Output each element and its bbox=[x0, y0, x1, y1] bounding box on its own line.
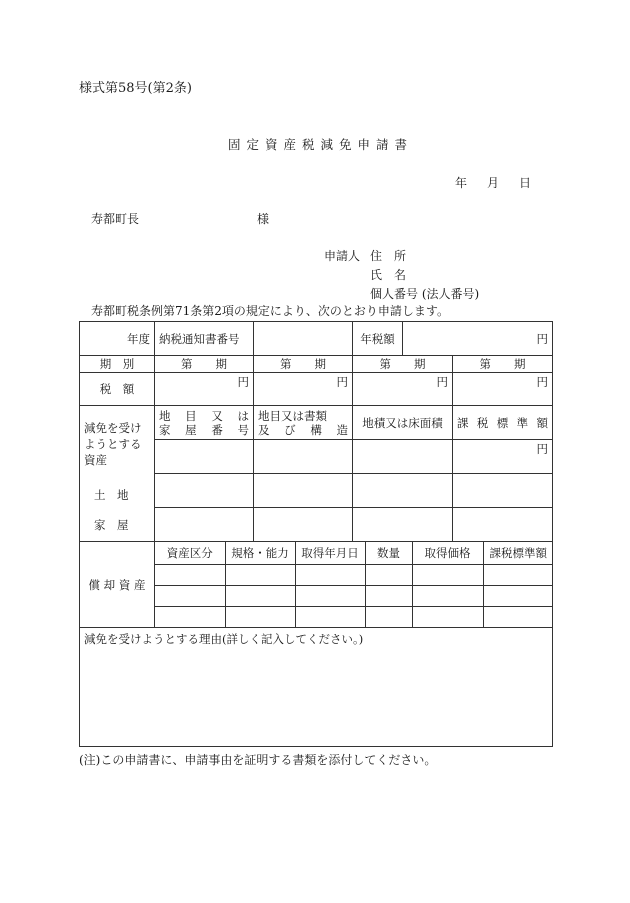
reason-field[interactable] bbox=[80, 628, 553, 747]
yen-unit: 円 bbox=[536, 375, 548, 389]
cell[interactable] bbox=[365, 585, 412, 606]
char: 番 bbox=[211, 422, 223, 437]
asset-tax-base-field[interactable] bbox=[453, 440, 553, 474]
depreciable-assets-row bbox=[80, 542, 553, 628]
char: 課 bbox=[457, 415, 469, 430]
period-row bbox=[80, 356, 553, 373]
asset-label-cell bbox=[80, 406, 155, 542]
reason-label: 減免を受けようとする理由(詳しく記入してください。) bbox=[84, 632, 364, 646]
char: 造 bbox=[336, 422, 348, 437]
tax-base-amount-header: 課税標準額 bbox=[483, 542, 553, 564]
form-number: 様式第58号(第2条) bbox=[79, 81, 192, 96]
tax-amount-field-1[interactable] bbox=[155, 373, 254, 406]
applicant-address-label: 住 所 bbox=[370, 249, 407, 263]
period-3: 第 期 bbox=[353, 356, 453, 373]
preamble: 寿都町税条例第71条第2項の規定により、次のとおり申請します。 bbox=[91, 304, 449, 318]
notice-number-field[interactable] bbox=[254, 322, 353, 356]
land-category-structure-header bbox=[254, 406, 353, 440]
tax-amount-row bbox=[80, 373, 553, 406]
land-label: 土 地 bbox=[94, 488, 129, 502]
yen-unit: 円 bbox=[336, 375, 348, 389]
yen-unit: 円 bbox=[436, 375, 448, 389]
addressee: 寿都町長 bbox=[91, 212, 140, 226]
depreciable-row bbox=[155, 564, 553, 585]
annual-tax-label: 年税額 bbox=[353, 322, 403, 356]
tax-base-header bbox=[453, 406, 553, 440]
asset-field[interactable] bbox=[353, 440, 453, 474]
depreciable-row bbox=[155, 606, 553, 627]
fiscal-year-cell[interactable] bbox=[80, 322, 155, 356]
cell[interactable] bbox=[225, 585, 295, 606]
asset-label: 減免を受けようとする資産 bbox=[84, 421, 142, 467]
period-1: 第 期 bbox=[155, 356, 254, 373]
asset-class-header: 資産区分 bbox=[155, 542, 225, 564]
tax-amount-field-2[interactable] bbox=[254, 373, 353, 406]
asset-field[interactable] bbox=[453, 508, 553, 542]
cell[interactable] bbox=[225, 606, 295, 627]
char: 税 bbox=[476, 415, 489, 430]
asset-field[interactable] bbox=[155, 474, 254, 508]
char: び bbox=[284, 422, 296, 437]
asset-field[interactable] bbox=[155, 508, 254, 542]
asset-field[interactable] bbox=[155, 440, 254, 474]
honorific: 様 bbox=[257, 212, 270, 226]
cell[interactable] bbox=[365, 606, 412, 627]
acquisition-date-header: 取得年月日 bbox=[295, 542, 365, 564]
notice-number-label: 納税通知書番号 bbox=[155, 322, 254, 356]
char: 及 bbox=[258, 422, 270, 437]
char: 号 bbox=[237, 422, 249, 437]
char: 又 bbox=[211, 408, 223, 423]
cell[interactable] bbox=[483, 585, 553, 606]
depreciable-assets-label: 償 却 資 産 bbox=[80, 542, 155, 628]
quantity-header: 数量 bbox=[365, 542, 412, 564]
char: 標 bbox=[496, 415, 509, 430]
tax-amount-label: 税 額 bbox=[80, 373, 155, 406]
asset-field[interactable] bbox=[353, 474, 453, 508]
cell[interactable] bbox=[412, 585, 483, 606]
depreciable-assets-grid bbox=[155, 542, 553, 628]
depreciable-assets-table bbox=[155, 542, 553, 627]
period-4: 第 期 bbox=[453, 356, 553, 373]
asset-field[interactable] bbox=[353, 508, 453, 542]
cell[interactable] bbox=[295, 606, 365, 627]
reason-row bbox=[80, 628, 553, 747]
applicant-name-label: 氏 名 bbox=[370, 268, 407, 282]
cell[interactable] bbox=[295, 564, 365, 585]
footnote: (注)この申請書に、申請事由を証明する書類を添付してください。 bbox=[79, 753, 437, 767]
fiscal-year-label: 年度 bbox=[127, 331, 150, 346]
annual-tax-field[interactable] bbox=[403, 322, 553, 356]
char: 目 bbox=[185, 408, 197, 423]
lot-or-house-number-header bbox=[155, 406, 254, 440]
date-day-label: 日 bbox=[519, 176, 532, 190]
header-line: 地目又は書類 bbox=[258, 408, 327, 423]
asset-field[interactable] bbox=[254, 508, 353, 542]
asset-field[interactable] bbox=[453, 474, 553, 508]
area-header: 地積又は床面積 bbox=[353, 406, 453, 440]
cell[interactable] bbox=[483, 606, 553, 627]
tax-amount-field-4[interactable] bbox=[453, 373, 553, 406]
spec-capacity-header: 規格・能力 bbox=[225, 542, 295, 564]
yen-unit: 円 bbox=[237, 375, 249, 389]
depreciable-header-row bbox=[155, 542, 553, 564]
asset-field[interactable] bbox=[254, 440, 353, 474]
date-year-label: 年 bbox=[455, 176, 468, 190]
yen-unit: 円 bbox=[536, 442, 548, 456]
period-label: 期 別 bbox=[80, 356, 155, 373]
tax-amount-field-3[interactable] bbox=[353, 373, 453, 406]
period-2: 第 期 bbox=[254, 356, 353, 373]
applicant-number-label: 個人番号 (法人番号) bbox=[370, 287, 480, 301]
char: 構 bbox=[310, 422, 322, 437]
depreciable-row bbox=[155, 585, 553, 606]
cell[interactable] bbox=[155, 564, 225, 585]
char: 屋 bbox=[185, 422, 197, 437]
yen-unit: 円 bbox=[536, 331, 548, 346]
date-month-label: 月 bbox=[487, 176, 500, 190]
applicant-label: 申請人 bbox=[324, 249, 361, 263]
char: 額 bbox=[536, 415, 548, 430]
cell[interactable] bbox=[155, 585, 225, 606]
application-form-table bbox=[79, 321, 553, 747]
char: は bbox=[237, 408, 249, 423]
document-title: 固定資産税減免申請書 bbox=[228, 137, 414, 152]
asset-header-row bbox=[80, 406, 553, 440]
cell[interactable] bbox=[483, 564, 553, 585]
cell[interactable] bbox=[412, 564, 483, 585]
tax-notice-row bbox=[80, 322, 553, 356]
cell[interactable] bbox=[412, 606, 483, 627]
acquisition-price-header: 取得価格 bbox=[412, 542, 483, 564]
asset-field[interactable] bbox=[254, 474, 353, 508]
cell[interactable] bbox=[365, 564, 412, 585]
char: 家 bbox=[159, 422, 171, 437]
cell[interactable] bbox=[295, 585, 365, 606]
house-label: 家 屋 bbox=[94, 518, 129, 532]
char: 準 bbox=[516, 415, 529, 430]
cell[interactable] bbox=[155, 606, 225, 627]
char: 地 bbox=[159, 408, 171, 423]
cell[interactable] bbox=[225, 564, 295, 585]
